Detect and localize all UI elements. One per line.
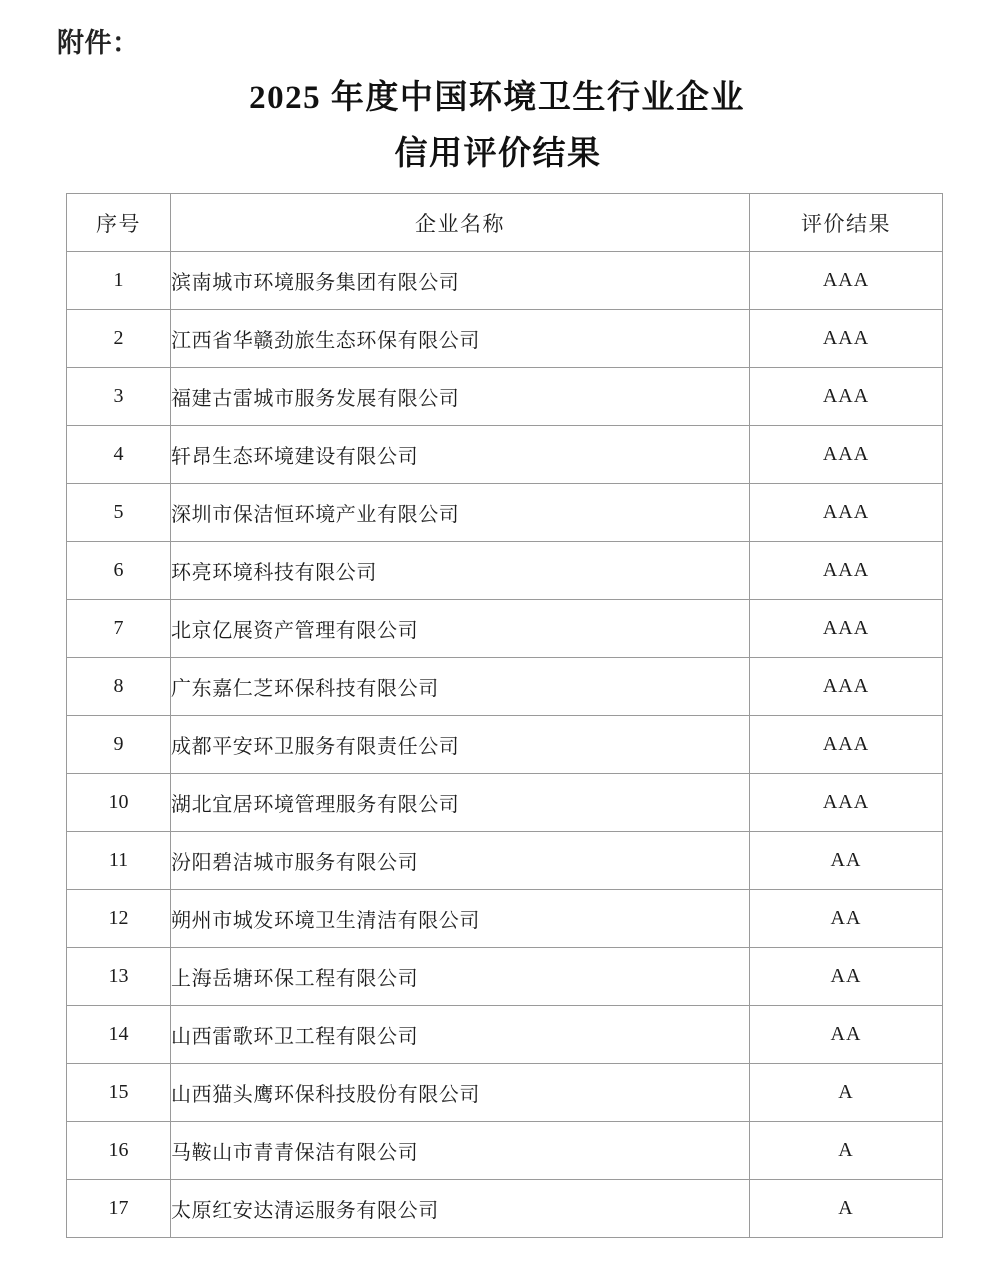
cell-evaluation-result: AA bbox=[750, 948, 943, 1006]
cell-evaluation-result: AAA bbox=[750, 310, 943, 368]
cell-index: 15 bbox=[67, 1064, 171, 1122]
table-row bbox=[67, 1006, 943, 1064]
cell-evaluation-result: AAA bbox=[750, 774, 943, 832]
cell-evaluation-result: A bbox=[750, 1180, 943, 1238]
table-row bbox=[67, 832, 943, 890]
table-header bbox=[67, 194, 943, 252]
table-row bbox=[67, 368, 943, 426]
column-header-company-name: 企业名称 bbox=[171, 194, 750, 252]
cell-company-name: 北京亿展资产管理有限公司 bbox=[171, 600, 750, 658]
cell-evaluation-result: A bbox=[750, 1064, 943, 1122]
cell-index: 17 bbox=[67, 1180, 171, 1238]
cell-index: 14 bbox=[67, 1006, 171, 1064]
table-row bbox=[67, 542, 943, 600]
cell-company-name: 环亮环境科技有限公司 bbox=[171, 542, 750, 600]
cell-index: 6 bbox=[67, 542, 171, 600]
cell-evaluation-result: AAA bbox=[750, 658, 943, 716]
table-row bbox=[67, 716, 943, 774]
cell-index: 3 bbox=[67, 368, 171, 426]
cell-index: 8 bbox=[67, 658, 171, 716]
table-row bbox=[67, 774, 943, 832]
cell-company-name: 山西猫头鹰环保科技股份有限公司 bbox=[171, 1064, 750, 1122]
column-header-evaluation-result: 评价结果 bbox=[750, 194, 943, 252]
table-row bbox=[67, 484, 943, 542]
cell-evaluation-result: AA bbox=[750, 832, 943, 890]
cell-index: 7 bbox=[67, 600, 171, 658]
cell-index: 2 bbox=[67, 310, 171, 368]
cell-company-name: 江西省华赣劲旅生态环保有限公司 bbox=[171, 310, 750, 368]
page-title bbox=[0, 70, 1000, 182]
cell-index: 16 bbox=[67, 1122, 171, 1180]
page-title-line-2: 信用评价结果 bbox=[394, 136, 602, 172]
cell-company-name: 太原红安达清运服务有限公司 bbox=[171, 1180, 750, 1238]
credit-evaluation-results-table bbox=[66, 193, 943, 1238]
cell-evaluation-result: A bbox=[750, 1122, 943, 1180]
page-title-line-1: 2025 年度中国环境卫生行业企业 bbox=[249, 80, 745, 116]
cell-company-name: 福建古雷城市服务发展有限公司 bbox=[171, 368, 750, 426]
table-row bbox=[67, 1064, 943, 1122]
table-body bbox=[67, 252, 943, 1238]
table-row bbox=[67, 426, 943, 484]
cell-evaluation-result: AAA bbox=[750, 368, 943, 426]
table-row bbox=[67, 600, 943, 658]
cell-index: 5 bbox=[67, 484, 171, 542]
attachment-label: 附件： bbox=[57, 28, 140, 59]
table-row bbox=[67, 948, 943, 1006]
column-header-index: 序号 bbox=[67, 194, 171, 252]
cell-company-name: 朔州市城发环境卫生清洁有限公司 bbox=[171, 890, 750, 948]
table-row bbox=[67, 1122, 943, 1180]
cell-evaluation-result: AA bbox=[750, 1006, 943, 1064]
cell-evaluation-result: AAA bbox=[750, 252, 943, 310]
cell-company-name: 成都平安环卫服务有限责任公司 bbox=[171, 716, 750, 774]
cell-index: 1 bbox=[67, 252, 171, 310]
cell-index: 13 bbox=[67, 948, 171, 1006]
table-row bbox=[67, 252, 943, 310]
results-table-container bbox=[66, 193, 942, 1238]
cell-index: 10 bbox=[67, 774, 171, 832]
cell-company-name: 上海岳塘环保工程有限公司 bbox=[171, 948, 750, 1006]
table-row bbox=[67, 890, 943, 948]
cell-evaluation-result: AAA bbox=[750, 716, 943, 774]
cell-company-name: 滨南城市环境服务集团有限公司 bbox=[171, 252, 750, 310]
cell-index: 11 bbox=[67, 832, 171, 890]
cell-company-name: 广东嘉仁芝环保科技有限公司 bbox=[171, 658, 750, 716]
cell-evaluation-result: AAA bbox=[750, 542, 943, 600]
cell-company-name: 山西雷歌环卫工程有限公司 bbox=[171, 1006, 750, 1064]
cell-company-name: 湖北宜居环境管理服务有限公司 bbox=[171, 774, 750, 832]
cell-evaluation-result: AA bbox=[750, 890, 943, 948]
cell-company-name: 轩昂生态环境建设有限公司 bbox=[171, 426, 750, 484]
cell-company-name: 马鞍山市青青保洁有限公司 bbox=[171, 1122, 750, 1180]
cell-evaluation-result: AAA bbox=[750, 484, 943, 542]
table-row bbox=[67, 658, 943, 716]
cell-evaluation-result: AAA bbox=[750, 600, 943, 658]
table-row bbox=[67, 1180, 943, 1238]
cell-index: 12 bbox=[67, 890, 171, 948]
cell-evaluation-result: AAA bbox=[750, 426, 943, 484]
table-header-row bbox=[67, 194, 943, 252]
cell-company-name: 汾阳碧洁城市服务有限公司 bbox=[171, 832, 750, 890]
cell-index: 4 bbox=[67, 426, 171, 484]
cell-company-name: 深圳市保洁恒环境产业有限公司 bbox=[171, 484, 750, 542]
cell-index: 9 bbox=[67, 716, 171, 774]
table-row bbox=[67, 310, 943, 368]
